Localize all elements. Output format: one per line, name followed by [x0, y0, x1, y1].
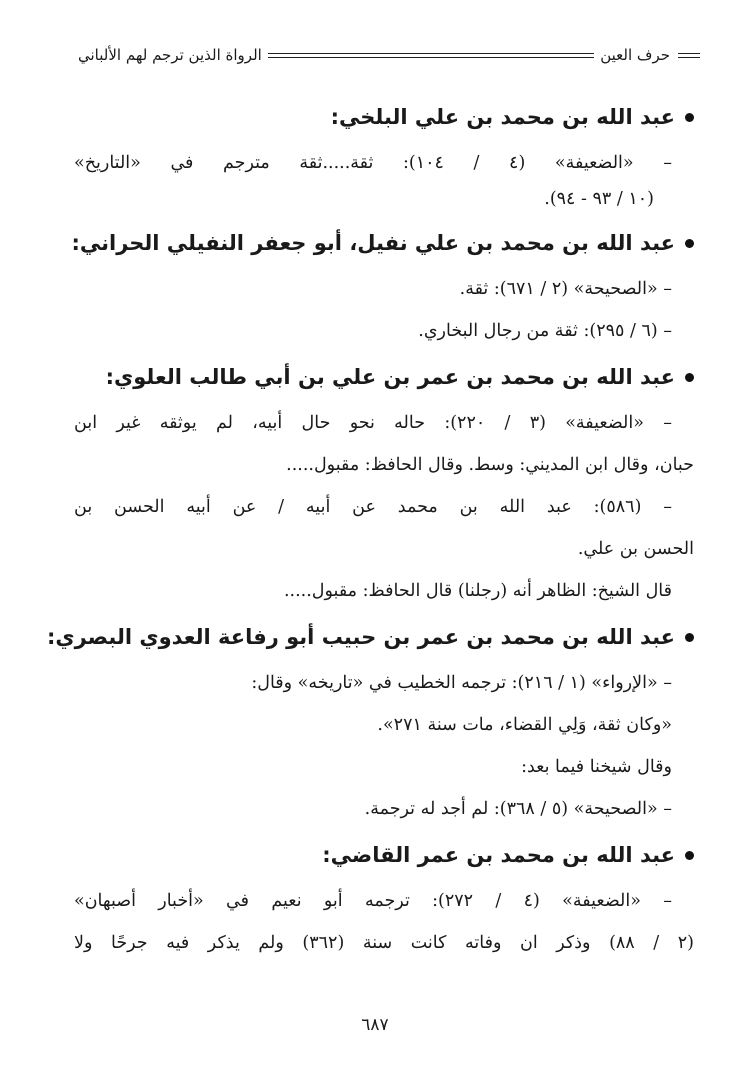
- header-rule-long: [268, 53, 594, 58]
- entry-line: – (٦ / ٢٩٥): ثقة من رجال البخاري.: [74, 310, 694, 352]
- entry-name: عبد الله بن محمد بن علي البلخي:: [330, 105, 675, 129]
- entry-heading: [46, 622, 694, 652]
- entry-line: وقال شيخنا فيما بعد:: [521, 757, 672, 777]
- page-number: ٦٨٧: [361, 1015, 389, 1035]
- bullet-icon: [685, 113, 694, 122]
- entry-heading: [74, 102, 694, 132]
- bullet-icon: [685, 851, 694, 860]
- entry-line: – «الضعيفة» (٤ / ١٠٤): ثقة.....ثقة مترجم في «التاريخ»: [74, 142, 694, 184]
- entry-heading: [74, 840, 694, 870]
- narrator-entry: [74, 102, 694, 220]
- entry-line: حبان، وقال ابن المديني: وسط. وقال الحافظ: مقبول.....: [286, 455, 694, 475]
- entry-heading: [74, 362, 694, 392]
- narrator-entry: [74, 362, 694, 612]
- narrator-entry: [46, 622, 694, 830]
- bullet-icon: [685, 633, 694, 642]
- header-chapter: حرف العين: [600, 46, 670, 64]
- entry-line: – (٥٨٦): عبد الله بن محمد عن أبيه / عن أبيه الحسن بن: [74, 486, 694, 528]
- narrator-entry: [71, 228, 694, 352]
- entry-line: – «الإرواء» (١ / ٢١٦): ترجمه الخطيب في «تاريخه» وقال:: [74, 662, 694, 704]
- narrator-entry: [74, 840, 694, 964]
- entry-line: – «الضعيفة» (٣ / ٢٢٠): حاله نحو حال أبيه، لم يوثقه غير ابن: [74, 402, 694, 444]
- entry-line: – «الصحيحة» (٢ / ٦٧١): ثقة.: [74, 268, 694, 310]
- page-body: [46, 92, 694, 964]
- entry-line: – «الضعيفة» (٤ / ٢٧٢): ترجمه أبو نعيم في «أخبار أصبهان»: [74, 880, 694, 922]
- bullet-icon: [685, 373, 694, 382]
- header-book-title: الرواة الذين ترجم لهم الألباني: [78, 46, 262, 64]
- entry-name: عبد الله بن محمد بن علي نفيل، أبو جعفر النفيلي الحراني:: [71, 231, 675, 255]
- entry-line: قال الشيخ: الظاهر أنه (رجلنا) قال الحافظ: مقبول.....: [283, 581, 672, 601]
- running-header: [78, 38, 700, 72]
- entry-line: – «الصحيحة» (٥ / ٣٦٨): لم أجد له ترجمة.: [74, 788, 694, 830]
- entry-name: عبد الله بن محمد بن عمر القاضي:: [322, 843, 675, 867]
- entry-line: «وكان ثقة، وَلِي القضاء، مات سنة ٢٧١».: [377, 715, 672, 735]
- entry-line: الحسن بن علي.: [577, 539, 694, 559]
- bullet-icon: [685, 239, 694, 248]
- entry-heading: [71, 228, 694, 258]
- header-rule-short: [678, 53, 700, 58]
- entry-name: عبد الله بن محمد بن عمر بن علي بن أبي طالب العلوي:: [105, 365, 675, 389]
- entry-line: (٢ / ٨٨) وذكر ان وفاته كانت سنة (٣٦٢) ولم يذكر فيه جرحًا ولا: [74, 933, 694, 953]
- entry-line: (١٠ / ٩٣ - ٩٤).: [544, 189, 654, 209]
- entry-name: عبد الله بن محمد بن عمر بن حبيب أبو رفاعة العدوي البصري:: [46, 625, 675, 649]
